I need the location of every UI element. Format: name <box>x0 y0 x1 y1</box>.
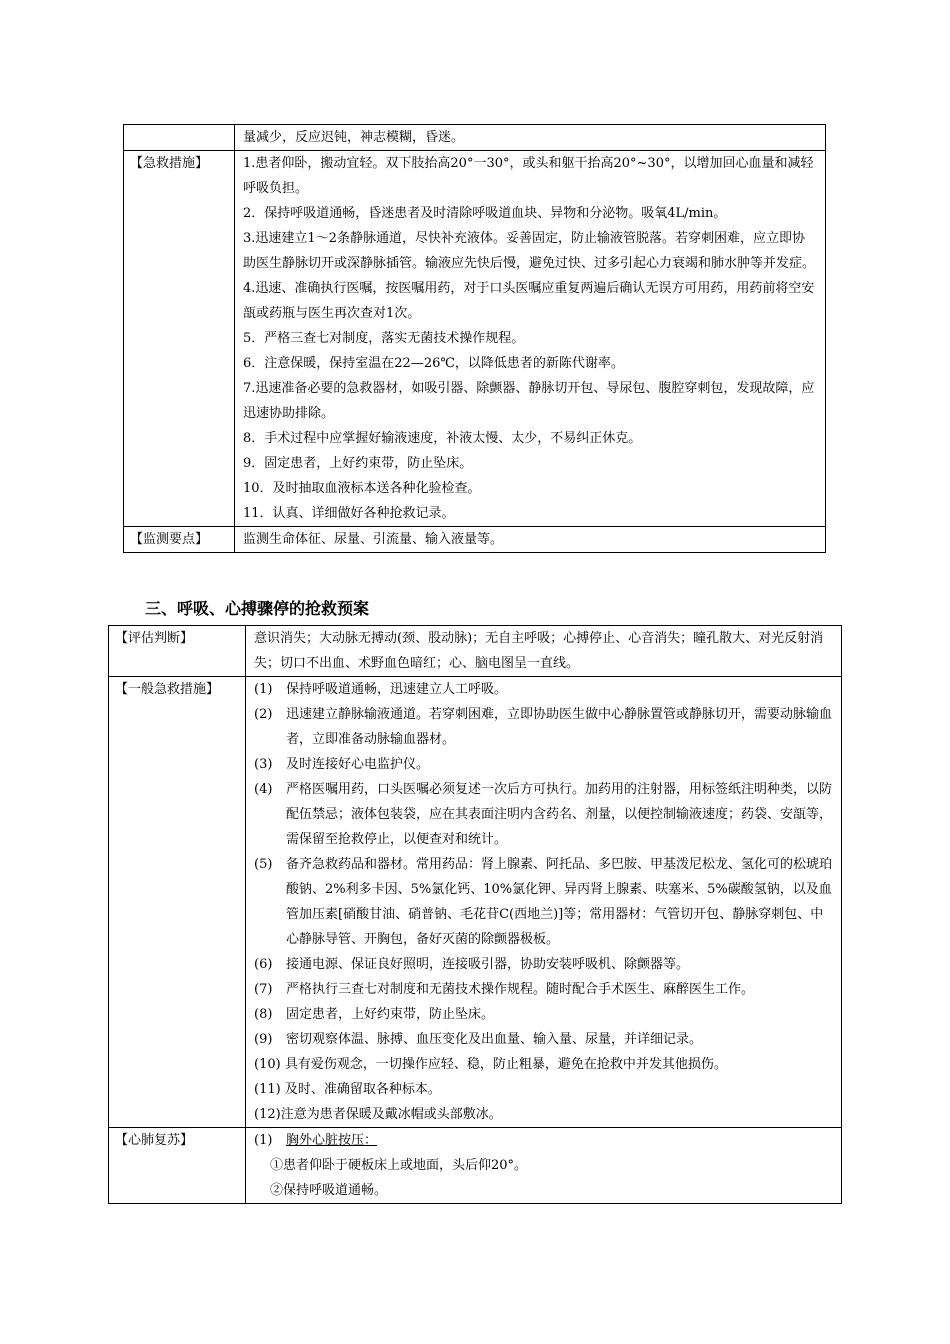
list-item: (9) 密切观察体温、脉搏、血压变化及出血量、输入量、尿量，并详细记录。 <box>254 1032 703 1047</box>
table-row <box>124 151 826 527</box>
list-item: (4) 严格医嘱用药，口头医嘱必须复述一次后方可执行。加药用的注射器，用标签纸注明种类，以防配伍禁忌；液体包装袋，应在其表面注明内含药名、剂量，以便控制输液速度；药袋、安瓿等，需保留至抢救停止，以便查对和统计。 <box>254 782 833 847</box>
cpr-heading-line <box>254 1128 833 1153</box>
list-item: (2) 迅速建立静脉输液通道。若穿刺困难，立即协助医生做中心静脉置管或静脉切开，需要动脉输血者，立即准备动脉输血器材。 <box>254 707 833 747</box>
table-row <box>109 626 842 677</box>
list-item: (5) 备齐急救药品和器材。常用药品：肾上腺素、阿托品、多巴胺、甲基泼尼松龙、氢化可的松琥珀酸钠、2%利多卡因、5%氯化钙、10%氯化钾、异丙肾上腺素、呋塞米、5%碳酸氢钠，以及血管加压素[硝酸甘油、硝普钠、毛花苷C(西地兰)]等；常用器材：气管切开包、静脉穿刺包、中心静脉导管、开胸包，备好灭菌的除颤器极板。 <box>254 857 833 947</box>
list-item: (10) 具有爱伤观念，一切操作应轻、稳，防止粗暴，避免在抢救中并发其他损伤。 <box>254 1057 727 1072</box>
table-row <box>109 1128 842 1204</box>
list-item: 5．严格三查七对制度，落实无菌技术操作规程。 <box>243 331 525 346</box>
list-item: (7) 严格执行三查七对制度和无菌技术操作规程。随时配合手术医生、麻醉医生工作。 <box>254 982 755 997</box>
cpr-label: 【心肺复苏】 <box>109 1128 246 1204</box>
list-item: (3) 及时连接好心电监护仪。 <box>254 757 430 772</box>
list-item: 6．注意保暖，保持室温在22—26℃，以降低患者的新陈代谢率。 <box>243 356 624 371</box>
list-item: (11) 及时、准确留取各种标本。 <box>254 1082 441 1097</box>
general-measures-cell <box>246 677 842 1128</box>
list-item: (12)注意为患者保暖及戴冰帽或头部敷冰。 <box>254 1107 502 1122</box>
list-item: 3.迅速建立1～2条静脉通道，尽快补充液体。妥善固定，防止输液管脱落。若穿刺困难，应立即协助医生静脉切开或深静脉插管。输液应先快后慢，避免过快、过多引起心力衰竭和肺水肿等并发症。 <box>243 231 816 271</box>
table-row <box>124 527 826 553</box>
list-item: 10．及时抽取血液标本送各种化验检查。 <box>243 481 481 496</box>
emergency-measures-cell <box>235 151 826 527</box>
list-item: 9．固定患者，上好约束带，防止坠床。 <box>243 456 473 471</box>
assess-text: 意识消失；大动脉无搏动(颈、股动脉)；无自主呼吸；心搏停止、心音消失；瞳孔散大、对光反射消失；切口不出血、术野血色暗红；心、脑电图呈一直线。 <box>246 626 842 677</box>
table-row <box>109 677 842 1128</box>
list-item: 7.迅速准备必要的急救器材，如吸引器、除颤器、静脉切开包、导尿包、腹腔穿刺包，发现故障，应迅速协助排除。 <box>243 381 815 421</box>
cardiac-arrest-table <box>108 625 842 1204</box>
list-item: 8．手术过程中应掌握好输液速度，补液太慢、太少，不易纠正休克。 <box>243 431 642 446</box>
cpr-cell <box>246 1128 842 1204</box>
monitor-text: 监测生命体征、尿量、引流量、输入液量等。 <box>235 527 826 553</box>
list-item: ①患者仰卧于硬板床上或地面，头后仰20°。 <box>270 1158 528 1173</box>
list-item: 11．认真、详细做好各种抢救记录。 <box>243 506 455 521</box>
emergency-table <box>123 124 826 553</box>
list-item: ②保持呼吸道通畅。 <box>270 1183 388 1198</box>
empty-label-cell <box>124 125 235 151</box>
general-label: 【一般急救措施】 <box>109 677 246 1128</box>
cpr-number: (1) <box>254 1133 273 1148</box>
cpr-heading: 胸外心脏按压： <box>286 1133 378 1148</box>
list-item: 4.迅速、准确执行医嘱，按医嘱用药，对于口头医嘱应重复两遍后确认无误方可用药，用药前将空安瓿或药瓶与医生再次查对1次。 <box>243 281 815 321</box>
table-row <box>124 125 826 151</box>
list-item: (1) 保持呼吸道通畅，迅速建立人工呼吸。 <box>254 682 508 697</box>
assess-label: 【评估判断】 <box>109 626 246 677</box>
list-item: 2．保持呼吸道通畅，昏迷患者及时清除呼吸道血块、异物和分泌物。吸氧4L/min。 <box>243 206 727 221</box>
list-item: (8) 固定患者，上好约束带，防止坠床。 <box>254 1007 495 1022</box>
list-item: 1.患者仰卧，搬动宜轻。双下肢抬高20°一30°，或头和躯干抬高20°~30°，以增加回心血量和减轻呼吸负担。 <box>243 156 814 196</box>
continuation-text: 量减少，反应迟钝，神志模糊，昏迷。 <box>235 125 826 151</box>
emergency-label: 【急救措施】 <box>124 151 235 527</box>
section-title: 三、呼吸、心搏骤停的抢救预案 <box>145 599 370 618</box>
monitor-label: 【监测要点】 <box>124 527 235 553</box>
list-item: (6) 接通电源、保证良好照明，连接吸引器，协助安装呼吸机、除颤器等。 <box>254 957 690 972</box>
